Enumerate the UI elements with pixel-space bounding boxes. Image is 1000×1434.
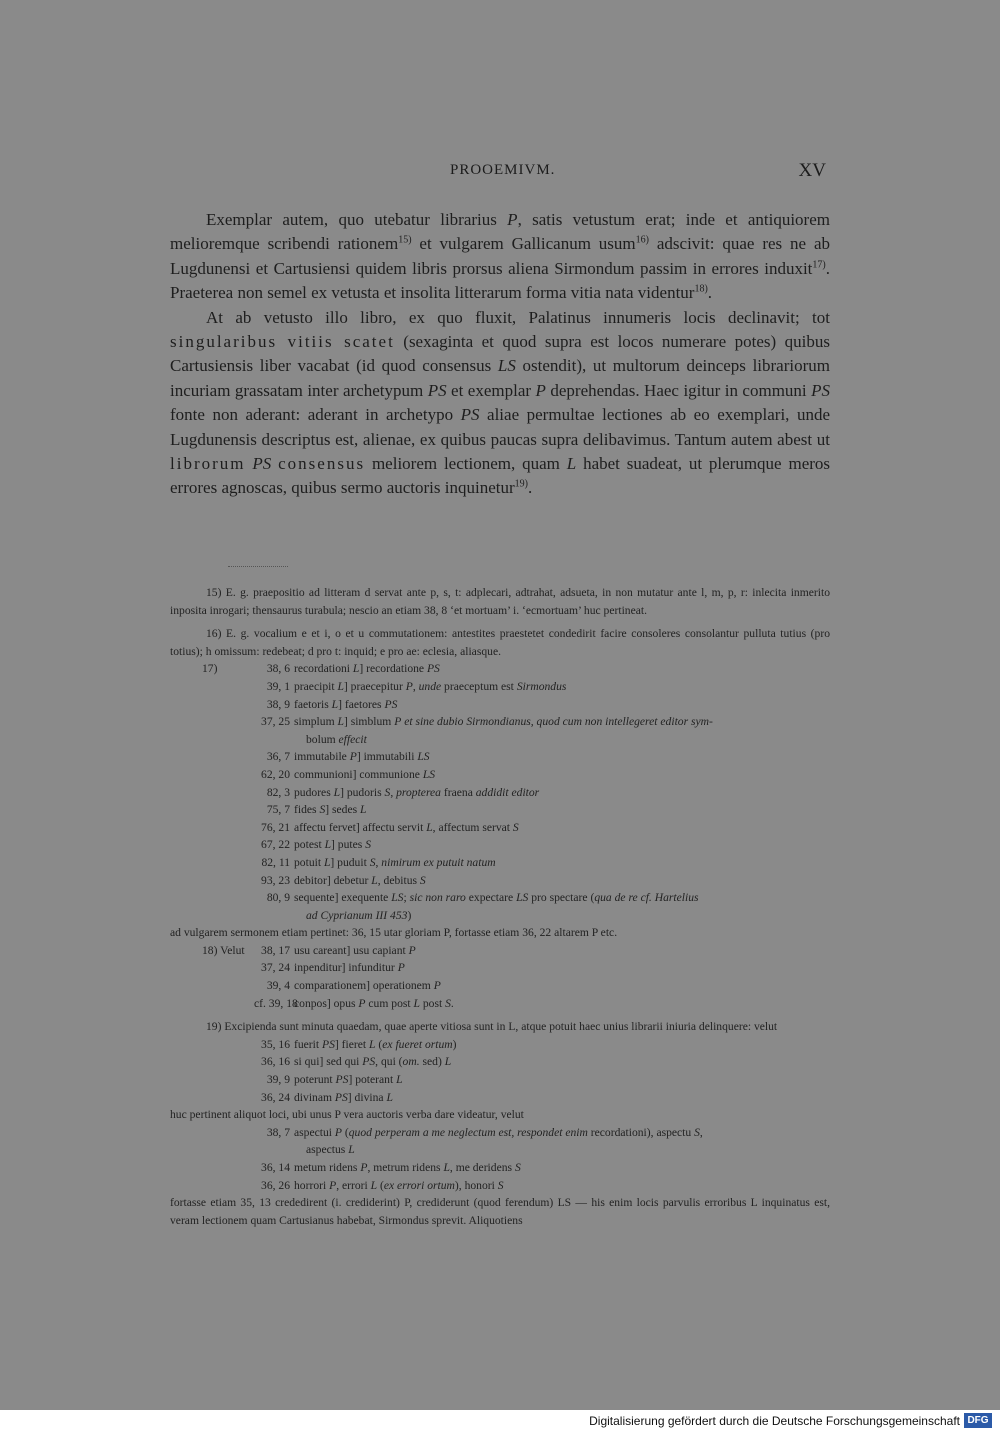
footnote-separator [228, 566, 288, 567]
footnote-entry [170, 995, 830, 1013]
line-reference: 37, 24 [261, 961, 290, 975]
variant-reading: aspectus L [306, 1143, 355, 1157]
footnote-19-mid: huc pertinent aliquot loci, ubi unus P vera auctoris verba dare videatur, velut [170, 1108, 524, 1122]
footnote-entry [170, 678, 830, 696]
variant-reading: poterunt PS] poterant L [294, 1073, 403, 1087]
footnote-entry [170, 1124, 830, 1142]
footnote-entry [170, 1036, 830, 1054]
footnote-ref-19: 19) [514, 478, 528, 490]
footnote-19-intro: 19) Excipienda sunt minuta quaedam, quae aperte vitiosa sunt in L, atque potuit haec unius librarii iniuria delinquere: velut [206, 1020, 778, 1034]
footnote-entry [170, 889, 830, 907]
variant-reading: fuerit PS] fieret L (ex fueret ortum) [294, 1037, 457, 1051]
line-reference: 76, 21 [261, 820, 290, 834]
footnote-entry [170, 766, 830, 784]
variant-reading: inpenditur] infunditur P [294, 961, 405, 975]
footnote-19-tail: fortasse etiam 35, 13 crededirent (i. crediderint) P, crediderunt (quod ferendum) LS — his enim locis parvulis erroribus L inquinatus est, veram lectionem quam Cartusianus habebat, Sirmondus sprevit. Aliquotiens [170, 1196, 830, 1227]
dfg-logo: DFG [964, 1413, 992, 1428]
footnote-ref-16: 16) [635, 234, 649, 246]
line-reference: 36, 16 [261, 1055, 290, 1069]
variant-reading: usu careant] usu capiant P [294, 943, 416, 957]
footnote-ref-17: 17) [812, 259, 826, 271]
footnote-entry [170, 977, 830, 995]
paragraph-2: At ab vetusto illo libro, ex quo fluxit, Palatinus innumeris locis declinavit; tot singularibus vitiis scatet (sexaginta et quod supra est locos numerare potes) quibus Cartusiensis liber vacabat (id quod consensus LS ostendit), ut multorum deinceps librariorum incuriam grassatam inter archetypum PS et exemplar P deprehendas. Haec igitur in communi PS fonte non aderant: aderant in archetypo PS aliae permultae lectiones ab eo exemplari, unde Lugdunensis descriptus est, alienae, ex quibus paucas supra delibavimus. Tantum autem abest ut librorum PS consensus meliorem lectionem, quam L habet suadeat, ut plerumque meros errores agnoscas, quibus sermo auctoris inquinetur$^{19)}$. [170, 307, 831, 498]
footnote-entry [170, 819, 830, 837]
footnote-18 [170, 942, 830, 1012]
footnote-entry [170, 959, 830, 977]
line-reference: 39, 9 [266, 1073, 290, 1087]
variant-reading: faetoris L] faetores PS [294, 697, 398, 711]
footnote-entry [170, 1053, 830, 1071]
line-reference: 75, 7 [266, 803, 290, 817]
line-reference: 35, 16 [261, 1037, 290, 1051]
main-text [170, 208, 830, 501]
line-reference: 36, 24 [261, 1090, 290, 1104]
footnote-entry [170, 836, 830, 854]
footnote-entry [170, 784, 830, 802]
running-title: PROOEMIVM. [450, 162, 556, 178]
line-reference: 67, 22 [261, 838, 290, 852]
line-reference: 39, 4 [266, 979, 290, 993]
running-header [170, 162, 826, 186]
variant-reading: potuit L] puduit S, nimirum ex putuit natum [294, 855, 496, 869]
line-reference: 37, 25 [261, 715, 290, 729]
line-reference: 62, 20 [261, 767, 290, 781]
line-reference: 38, 17 [261, 943, 290, 957]
variant-reading: horrori P, errori L (ex errori ortum), honori S [294, 1178, 504, 1192]
page-number: XV [798, 160, 826, 181]
footnote-ref-15: 15) [398, 234, 412, 246]
variant-reading: bolum effecit [306, 732, 367, 746]
line-reference: 36, 7 [266, 750, 290, 764]
footnote-17-tail: ad vulgarem sermonem etiam pertinet: 36, 15 utar gloriam P, fortasse etiam 36, 22 altarem P etc. [170, 926, 618, 940]
variant-reading: conpos] opus P cum post L post S. [294, 996, 454, 1010]
footer-credit: Digitalisierung gefördert durch die Deutsche Forschungsgemeinschaft [589, 1414, 960, 1428]
line-reference: 36, 26 [261, 1178, 290, 1192]
variant-reading: communioni] communione LS [294, 767, 436, 781]
footnote-entry [170, 854, 830, 872]
footnote-19-list-a [170, 1036, 830, 1106]
footnotes [170, 584, 830, 1229]
variant-reading: praecipit L] praecepitur P, unde praeceptum est Sirmondus [294, 679, 567, 693]
footnote-15: 15) E. g. praepositio ad litteram d servat ante p, s, t: adplecari, adtrahat, adsueta, in non mutatur ante l, m, p, r: inlecita inmerito inposita inrogari; thensaurus turabula; nescio an etiam 38, 8 ‘et mortuam’ i. ‘ecmortuam’ huc pertineat. [170, 586, 830, 617]
variant-reading: pudores L] pudoris S, propterea fraena addidit editor [294, 785, 540, 799]
footnote-16: 16) E. g. vocalium e et i, o et u commutationem: antestites praestetet condedirit facire consoleres consolantur pulluta tutius (pro totius); h omissum: redebeat; d pro t: inquid; e pro ae: eclesia, aliasque. [170, 627, 830, 658]
line-reference: 80, 9 [266, 891, 290, 905]
variant-reading: debitor] debetur L, debitus S [294, 873, 426, 887]
footnote-entry [170, 1177, 830, 1195]
footnote-entry [170, 713, 830, 731]
footnote-entry [170, 1159, 830, 1177]
footnote-entry [170, 696, 830, 714]
line-reference: 93, 23 [261, 873, 290, 887]
variant-reading: aspectui P (quod perperam a me neglectum est, respondet enim recordationi), aspectu S, [294, 1125, 703, 1139]
variant-reading: immutabile P] immutabili LS [294, 750, 430, 764]
footnote-label: 17) [202, 662, 218, 676]
variant-reading: simplum L] simblum P et sine dubio Sirmondianus, quod cum non intellegeret editor sym- [294, 715, 713, 729]
footnote-entry [170, 907, 830, 925]
line-reference: 36, 14 [261, 1161, 290, 1174]
variant-reading: fides S] sedes L [294, 803, 367, 817]
variant-reading: comparationem] operationem P [294, 979, 441, 993]
line-reference: 38, 7 [266, 1125, 290, 1139]
line-reference: 82, 3 [266, 785, 290, 799]
footnote-19-list-b [170, 1124, 830, 1194]
paragraph-1: Exemplar autem, quo utebatur librarius P, satis vetustum erat; inde et antiquiorem melioremque scribendi rationem$^{15)}$ et vulgarem Gallicanum usum$^{16)}$ adscivit: quae res ne ab Lugdunensi et Cartusiensi quidem libris prorsus aliena Sirmondum passim in errores induxit$^{17)}$. Praeterea non semel ex vetusta et insolita litterarum forma vitia nata videntur$^{18)}$. [170, 210, 830, 303]
footnote-entry [170, 801, 830, 819]
variant-reading: recordationi L] recordatione PS [294, 662, 440, 676]
variant-reading: affectu fervet] affectu servit L, affectum servat S [294, 820, 519, 834]
variant-reading: divinam PS] divina L [294, 1090, 393, 1104]
footnote-entry [170, 1089, 830, 1107]
line-reference: 38, 9 [266, 697, 290, 711]
variant-reading: si qui] sed qui PS, qui (om. sed) L [294, 1055, 452, 1069]
variant-reading: ad Cyprianum III 453) [306, 908, 412, 922]
footnote-entry [170, 1071, 830, 1089]
variant-reading: potest L] putes S [294, 838, 371, 852]
footnote-entry [170, 942, 830, 960]
line-reference: cf. 39, 18 [254, 996, 298, 1010]
footnote-17 [170, 660, 830, 924]
footnote-entry [170, 1141, 830, 1159]
line-reference: 39, 1 [266, 679, 290, 693]
footnote-ref-18: 18) [694, 283, 708, 295]
footnote-entry [170, 660, 830, 678]
footnote-entry [170, 872, 830, 890]
footnote-entry [170, 731, 830, 749]
footnote-entry [170, 748, 830, 766]
line-reference: 38, 6 [266, 662, 290, 676]
variant-reading: sequente] exequente LS; sic non raro expectare LS pro spectare (qua de re cf. Hartelius [294, 891, 699, 905]
footer-bar [0, 1410, 1000, 1434]
footnote-label: 18) Velut [202, 943, 245, 957]
variant-reading: metum ridens P, metrum ridens L, me deridens S [294, 1161, 521, 1174]
line-reference: 82, 11 [261, 855, 290, 869]
